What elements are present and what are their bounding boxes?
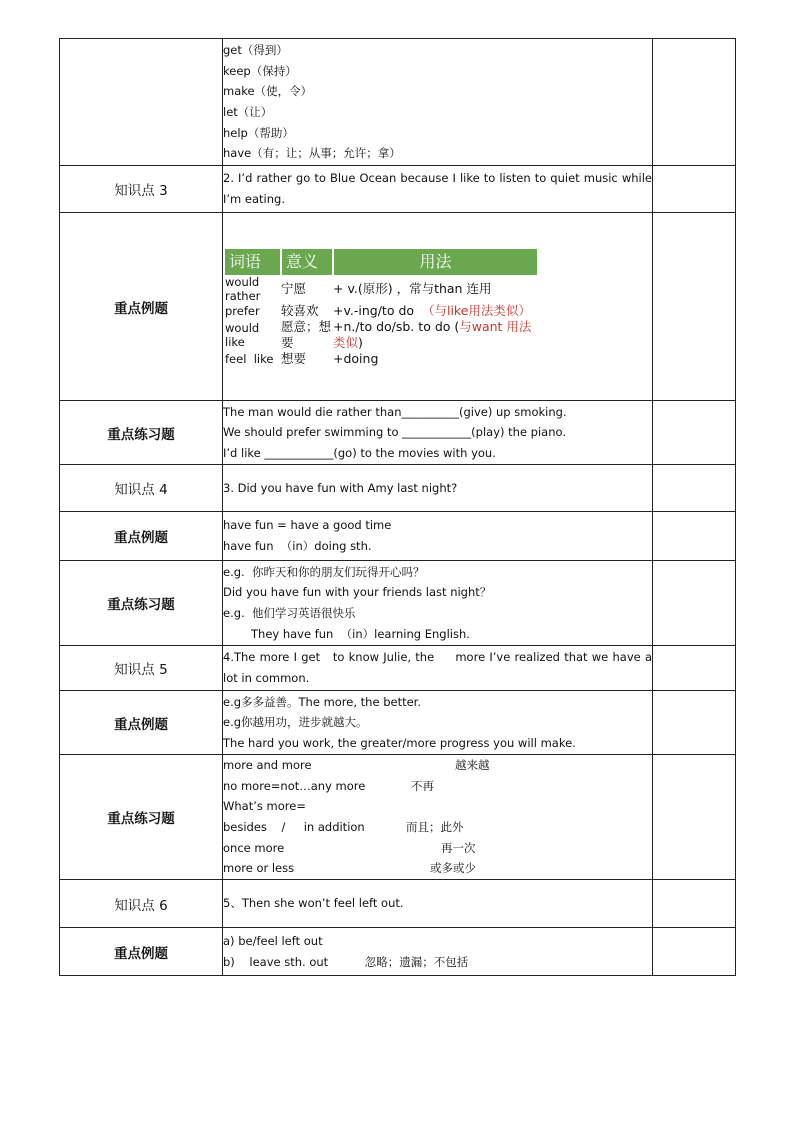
notes-cell: [653, 561, 736, 646]
usage-word: would like: [225, 320, 260, 349]
notes-cell: [653, 39, 736, 166]
kp5-label: 知识点 5: [60, 646, 223, 691]
usage-usage: [333, 351, 537, 367]
usage-usage-text: + v.(原形) ，常与than 连用: [333, 280, 492, 296]
kp4-row: [60, 465, 736, 512]
lesson-table: [59, 38, 736, 976]
phrase-zh: 或多或少: [430, 861, 476, 876]
notes-cell: [653, 880, 736, 928]
usage-word: prefer: [225, 303, 260, 318]
pr3-cell: [223, 401, 653, 465]
verb-line: get（得到）: [223, 43, 288, 58]
notes-cell: [653, 213, 736, 401]
practice-line: They have fun （in）learning English.: [251, 626, 470, 641]
usage-usage-end: ): [358, 334, 363, 350]
ex5-row: [60, 691, 736, 755]
verb-line: keep（保持）: [223, 63, 297, 78]
phrase-zh: 而且；此外: [406, 820, 464, 834]
pr5-label: 重点练习题: [60, 755, 223, 880]
phrase-line: [223, 776, 652, 797]
phrase-en: no more=not…any more: [223, 778, 366, 793]
verbs-label-cell: [60, 39, 223, 166]
ex6-cell: [223, 928, 653, 976]
phrase-line: [223, 838, 652, 859]
usage-row: [225, 275, 537, 303]
practice-line: Did you have fun with your friends last night？: [223, 585, 492, 600]
notes-cell: [653, 166, 736, 213]
usage-header-meaning: 意义: [281, 249, 333, 275]
example-line: e.g多多益善。The more, the better.: [223, 694, 421, 709]
phrase-line: [223, 796, 652, 817]
ex6-label: 重点例题: [60, 928, 223, 976]
verbs-row: [60, 39, 736, 166]
usage-row: [225, 303, 537, 319]
verb-line: make（使，令）: [223, 84, 313, 99]
phrase-en: besides / in addition: [223, 820, 365, 834]
practice-line: The man would die rather than__________(give) up smoking.: [223, 404, 567, 419]
phrase-zh: 不再: [411, 778, 434, 793]
usage-meaning: 想要: [281, 350, 307, 366]
phrase-en: more or less: [223, 861, 295, 876]
usage-word: would rather: [225, 274, 261, 303]
pr5-row: [60, 755, 736, 880]
notes-cell: [653, 691, 736, 755]
notes-cell: [653, 512, 736, 561]
usage-table: [225, 249, 537, 367]
ex4-row: [60, 512, 736, 561]
usage-usage-text: +doing: [333, 350, 379, 366]
kp6-row: [60, 880, 736, 928]
phrase-en: What’s more=: [223, 799, 306, 814]
kp3-text: 2. I’d rather go to Blue Ocean because I like to listen to quiet music while I’m eating.: [223, 171, 652, 206]
usage-header-usage: 用法: [333, 249, 537, 275]
usage-word: feel like: [225, 351, 274, 366]
practice-line: e.g. 你昨天和你的朋友们玩得开心吗？: [223, 564, 425, 579]
notes-cell: [653, 928, 736, 976]
usage-usage: [333, 319, 537, 351]
example-line: a) be/feel left out: [223, 933, 323, 948]
ex3-cell: [223, 213, 653, 401]
phrase-zh: 再一次: [441, 840, 476, 855]
usage-row: [225, 351, 537, 367]
kp5-text: 4.The more I get to know Julie, the more I’ve realized that we have a lot in common.: [223, 650, 652, 685]
usage-meaning: 宁愿: [281, 280, 307, 296]
ex3-row: [60, 213, 736, 401]
practice-line: We should prefer swimming to ____________(play) the piano.: [223, 425, 567, 440]
pr4-label: 重点练习题: [60, 561, 223, 646]
kp6-text: 5、Then she won’t feel left out.: [223, 896, 404, 911]
usage-usage-text: +n./to do/sb. to do (: [333, 318, 460, 334]
ex3-label: 重点例题: [60, 213, 223, 401]
notes-cell: [653, 646, 736, 691]
kp6-label: 知识点 6: [60, 880, 223, 928]
verb-line: let（让）: [223, 105, 273, 119]
notes-cell: [653, 401, 736, 465]
usage-row: [225, 319, 537, 351]
usage-meaning: 愿意；想要: [281, 318, 332, 350]
pr4-cell: [223, 561, 653, 646]
ex5-label: 重点例题: [60, 691, 223, 755]
ex4-label: 重点例题: [60, 512, 223, 561]
practice-line: e.g. 他们学习英语很快乐: [223, 606, 356, 620]
usage-meaning: 较喜欢: [281, 302, 319, 318]
ex4-cell: [223, 512, 653, 561]
usage-usage-text: +v.-ing/to do: [333, 302, 422, 318]
usage-note: （与like用法类似）: [421, 302, 531, 318]
kp4-label: 知识点 4: [60, 465, 223, 512]
phrase-line: [223, 858, 652, 879]
usage-usage: [333, 275, 537, 303]
pr3-row: [60, 401, 736, 465]
verb-line: help（帮助）: [223, 125, 294, 140]
usage-header-word: 词语: [225, 249, 281, 275]
phrase-zh: 越来越: [455, 758, 490, 773]
phrase-line: [223, 755, 652, 776]
usage-note: 与want 用法类似: [333, 318, 532, 350]
usage-usage: [333, 303, 537, 319]
kp3-cell: [223, 166, 653, 213]
verb-line: have（有；让；从事；允许；拿）: [223, 146, 401, 161]
kp4-cell: [223, 465, 653, 512]
kp4-text: 3. Did you have fun with Amy last night?: [223, 480, 458, 495]
example-line: The hard you work, the greater/more progress you will make.: [223, 735, 576, 750]
verbs-cell: [223, 39, 653, 166]
kp5-row: [60, 646, 736, 691]
kp3-row: [60, 166, 736, 213]
usage-header-row: [225, 249, 537, 275]
example-line: have fun （in）doing sth.: [223, 539, 372, 553]
example-line: b) leave sth. out 忽略；遗漏；不包括: [223, 954, 469, 969]
phrase-en: more and more: [223, 758, 312, 773]
ex6-row: [60, 928, 736, 976]
pr3-label: 重点练习题: [60, 401, 223, 465]
notes-cell: [653, 755, 736, 880]
pr5-cell: [223, 755, 653, 880]
kp5-cell: [223, 646, 653, 691]
phrase-line: [223, 817, 652, 838]
example-line: e.g你越用功，进步就越大。: [223, 715, 368, 730]
kp6-cell: [223, 880, 653, 928]
phrase-en: once more: [223, 840, 285, 855]
ex5-cell: [223, 691, 653, 755]
notes-cell: [653, 465, 736, 512]
example-line: have fun = have a good time: [223, 518, 392, 533]
pr4-row: [60, 561, 736, 646]
kp3-label: 知识点 3: [60, 166, 223, 213]
practice-line: I’d like ____________(go) to the movies with you.: [223, 445, 496, 460]
